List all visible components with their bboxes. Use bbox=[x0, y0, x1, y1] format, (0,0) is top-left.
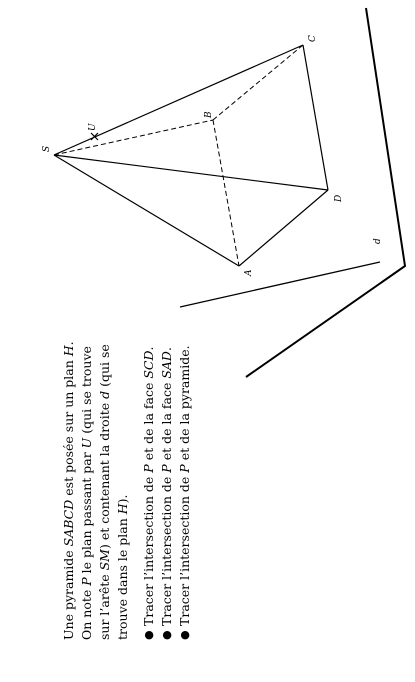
line-d bbox=[180, 262, 380, 307]
edge-da bbox=[239, 190, 328, 266]
statement-line-4: trouve dans le plan H). bbox=[115, 494, 130, 640]
edge-bc-hidden bbox=[213, 45, 303, 120]
edge-sb-hidden bbox=[54, 120, 213, 155]
task-item: ● Tracer l’intersection de P et de la face SAD. bbox=[158, 310, 176, 640]
task-list bbox=[140, 310, 194, 640]
task-item: ● Tracer l’intersection de P et de la pyramide. bbox=[176, 310, 194, 640]
label-line-d: d bbox=[373, 238, 383, 244]
statement-line-2: On note P le plan passant par U (qui se trouve bbox=[79, 346, 94, 640]
edge-sa bbox=[54, 155, 239, 266]
label-b: B bbox=[204, 111, 214, 118]
exercise-text bbox=[60, 310, 194, 640]
label-s: S bbox=[42, 145, 52, 152]
task-item: ● Tracer l’intersection de P et de la face SCD. bbox=[140, 310, 158, 640]
label-u: U bbox=[88, 123, 98, 131]
label-d: D bbox=[334, 194, 344, 202]
edge-sc bbox=[54, 45, 303, 155]
statement-line-3: sur l’arête SM) et contenant la droite d (qui se bbox=[97, 344, 112, 640]
statement-line-1: Une pyramide SABCD est posée sur un plan H. bbox=[61, 341, 76, 640]
edge-sd bbox=[54, 155, 328, 190]
edge-ba-hidden bbox=[213, 120, 239, 266]
edge-cd bbox=[303, 45, 328, 190]
label-c: C bbox=[308, 35, 318, 42]
label-a: A bbox=[244, 269, 254, 276]
